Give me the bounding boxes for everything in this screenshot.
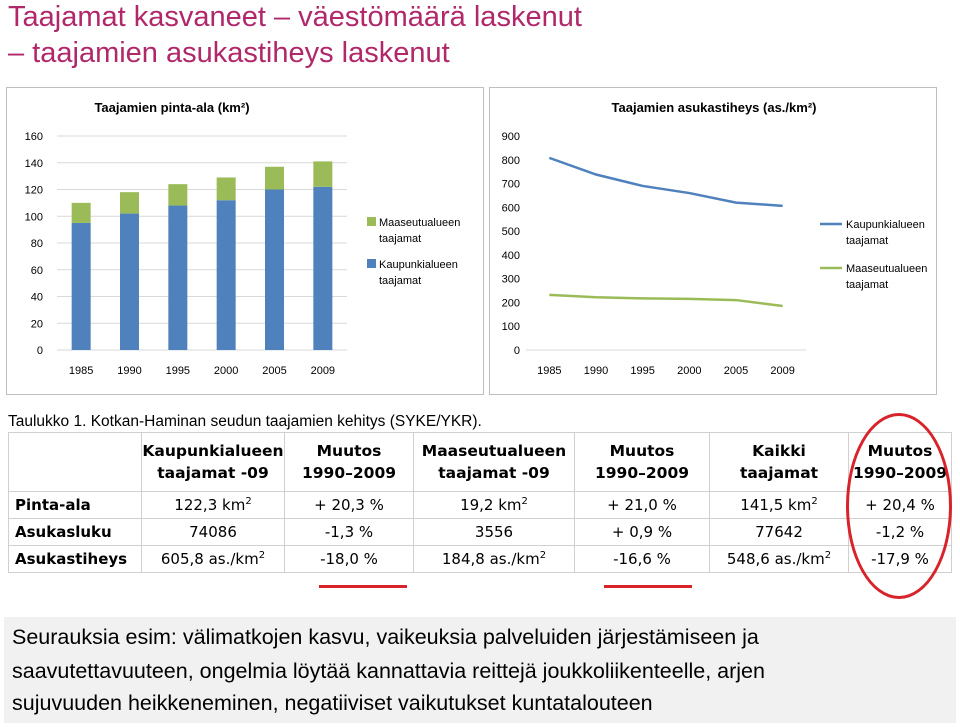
y-tick-label: 500: [501, 226, 520, 239]
superscript: 2: [811, 496, 818, 507]
table-cell: 74086: [142, 519, 285, 546]
y-tick-label: 100: [501, 321, 520, 334]
highlight-ellipse-total-change: [846, 413, 952, 599]
x-tick-label: 2005: [723, 365, 749, 377]
series-line: [549, 295, 782, 306]
y-tick-label: 140: [24, 157, 43, 170]
header-text: taajamat -09: [157, 464, 269, 482]
row-label: Asukastiheys: [9, 546, 142, 573]
header-text: Kaikki: [752, 442, 806, 460]
table-row-area: [9, 492, 952, 519]
slide-title-line-1: Taajamat kasvaneet – väestömäärä laskenut: [8, 1, 582, 33]
consequences-note: [4, 617, 956, 723]
legend-label-line: taajamat: [846, 235, 889, 247]
table-cell: [710, 492, 849, 519]
y-tick-label: 0: [36, 345, 43, 357]
area-bar-chart: [7, 88, 483, 394]
table-cell: -1,2 %: [849, 519, 952, 546]
y-tick-label: 120: [24, 184, 43, 197]
y-tick-label: 600: [501, 202, 520, 215]
legend-label-line: taajamat: [846, 279, 889, 291]
series-line: [549, 158, 782, 206]
x-tick-label: 2000: [677, 365, 702, 377]
table-cell: [414, 546, 575, 573]
density-chart-panel: [489, 87, 937, 395]
y-tick-label: 20: [30, 318, 43, 331]
header-text: Kaupunkialueen: [142, 442, 284, 460]
table-cell: + 21,0 %: [575, 492, 710, 519]
y-tick-label: 100: [24, 211, 43, 224]
bar-segment: [72, 223, 91, 350]
x-tick-label: 1985: [68, 365, 94, 377]
x-tick-label: 1985: [537, 365, 562, 377]
legend-label-line: Maaseutualueen: [379, 217, 461, 229]
table-header-row: [9, 433, 952, 492]
y-tick-label: 300: [501, 273, 520, 286]
bar-segment: [120, 192, 139, 213]
superscript: 2: [521, 496, 528, 507]
x-tick-label: 2005: [262, 365, 287, 377]
header-text: 1990–2009: [594, 464, 690, 482]
y-tick-label: 40: [30, 291, 43, 304]
y-tick-label: 700: [501, 178, 520, 191]
header-text: taajamat -09: [438, 464, 550, 482]
table-cell: -17,9 %: [849, 546, 952, 573]
table-cell: + 20,4 %: [849, 492, 952, 519]
y-tick-label: 60: [30, 264, 43, 277]
cell-value: 141,5 km: [740, 496, 812, 514]
row-label: Pinta-ala: [9, 492, 142, 519]
header-urban-change: [285, 433, 414, 492]
table-cell: 77642: [710, 519, 849, 546]
bar-segment: [217, 200, 236, 350]
y-tick-label: 200: [501, 297, 520, 310]
table-cell: -16,6 %: [575, 546, 710, 573]
header-rural: [414, 433, 575, 492]
table-cell: + 0,9 %: [575, 519, 710, 546]
legend-label-line: taajamat: [379, 233, 422, 245]
superscript: 2: [258, 550, 266, 561]
table-cell: + 20,3 %: [285, 492, 414, 519]
highlight-underline-urban: [319, 585, 407, 588]
header-text: Maaseutualueen: [421, 442, 567, 460]
header-text: 1990–2009: [852, 464, 948, 482]
header-text: 1990–2009: [301, 464, 397, 482]
x-tick-label: 1995: [630, 365, 655, 377]
table-corner: [9, 433, 142, 492]
header-text: taajamat: [739, 464, 819, 482]
legend-label-line: Kaupunkialueen: [846, 219, 925, 231]
x-tick-label: 2000: [213, 365, 239, 377]
header-urban: [142, 433, 285, 492]
row-label: Asukasluku: [9, 519, 142, 546]
legend-swatch: [367, 259, 376, 268]
header-all: [710, 433, 849, 492]
area-chart-panel: [6, 87, 484, 395]
superscript: 2: [539, 550, 547, 561]
density-line-chart: [490, 88, 936, 394]
table-cell: [414, 492, 575, 519]
development-table: [8, 432, 952, 573]
header-text: Muutos: [609, 442, 675, 460]
chart-title: Taajamien asukastiheys (as./km²): [611, 100, 817, 115]
legend-label-line: Maaseutualueen: [846, 263, 928, 275]
table-cell: [142, 546, 285, 573]
bar-segment: [72, 203, 91, 223]
slide-title-line-2: – taajamien asukastiheys laskenut: [8, 37, 450, 69]
table-cell: [142, 492, 285, 519]
y-tick-label: 80: [30, 238, 43, 250]
y-tick-label: 900: [501, 131, 520, 143]
y-tick-label: 400: [501, 249, 520, 262]
chart-title: Taajamien pinta-ala (km²): [94, 100, 250, 115]
y-tick-label: 0: [513, 345, 520, 357]
x-tick-label: 1990: [117, 365, 142, 377]
note-line-3: sujuvuuden heikkeneminen, negatiiviset vaikutukset kuntatalouteen: [12, 691, 653, 715]
bar-segment: [217, 177, 236, 200]
table-cell: -18,0 %: [285, 546, 414, 573]
cell-value: 19,2 km: [460, 496, 522, 514]
table-cell: -1,3 %: [285, 519, 414, 546]
table-cell: 3556: [414, 519, 575, 546]
cell-value: 184,8 as./km: [441, 550, 540, 568]
header-text: Muutos: [316, 442, 382, 460]
bar-segment: [265, 190, 284, 351]
bar-segment: [313, 161, 332, 186]
x-tick-label: 1990: [583, 365, 609, 377]
bar-segment: [168, 206, 187, 350]
bar-segment: [168, 184, 187, 205]
superscript: 2: [245, 496, 252, 507]
y-tick-label: 800: [501, 154, 520, 167]
x-tick-label: 1995: [165, 365, 191, 377]
x-tick-label: 2009: [310, 365, 336, 377]
cell-value: 605,8 as./km: [160, 550, 259, 568]
header-rural-change: [575, 433, 710, 492]
cell-value: 548,6 as./km: [726, 550, 825, 568]
table-cell: [710, 546, 849, 573]
bar-segment: [313, 187, 332, 350]
bar-segment: [120, 214, 139, 350]
bar-segment: [265, 167, 284, 190]
note-line-2: saavutettavuuteen, ongelmia löytää kannattavia reittejä joukkoliikenteelle, arjen: [12, 659, 765, 683]
cell-value: 122,3 km: [174, 496, 246, 514]
table-row-population: [9, 519, 952, 546]
note-line-1: Seurauksia esim: välimatkojen kasvu, vaikeuksia palveluiden järjestämiseen ja: [12, 625, 759, 649]
y-tick-label: 160: [24, 131, 43, 143]
table-row-density: [9, 546, 952, 573]
table-caption: Taulukko 1. Kotkan-Haminan seudun taajamien kehitys (SYKE/YKR).: [8, 413, 482, 430]
legend-label-line: taajamat: [379, 275, 422, 287]
superscript: 2: [824, 550, 832, 561]
legend-label-line: Kaupunkialueen: [379, 259, 458, 271]
highlight-underline-rural: [604, 585, 692, 588]
header-text: Muutos: [867, 442, 933, 460]
legend-swatch: [367, 217, 376, 226]
x-tick-label: 2009: [770, 365, 795, 377]
